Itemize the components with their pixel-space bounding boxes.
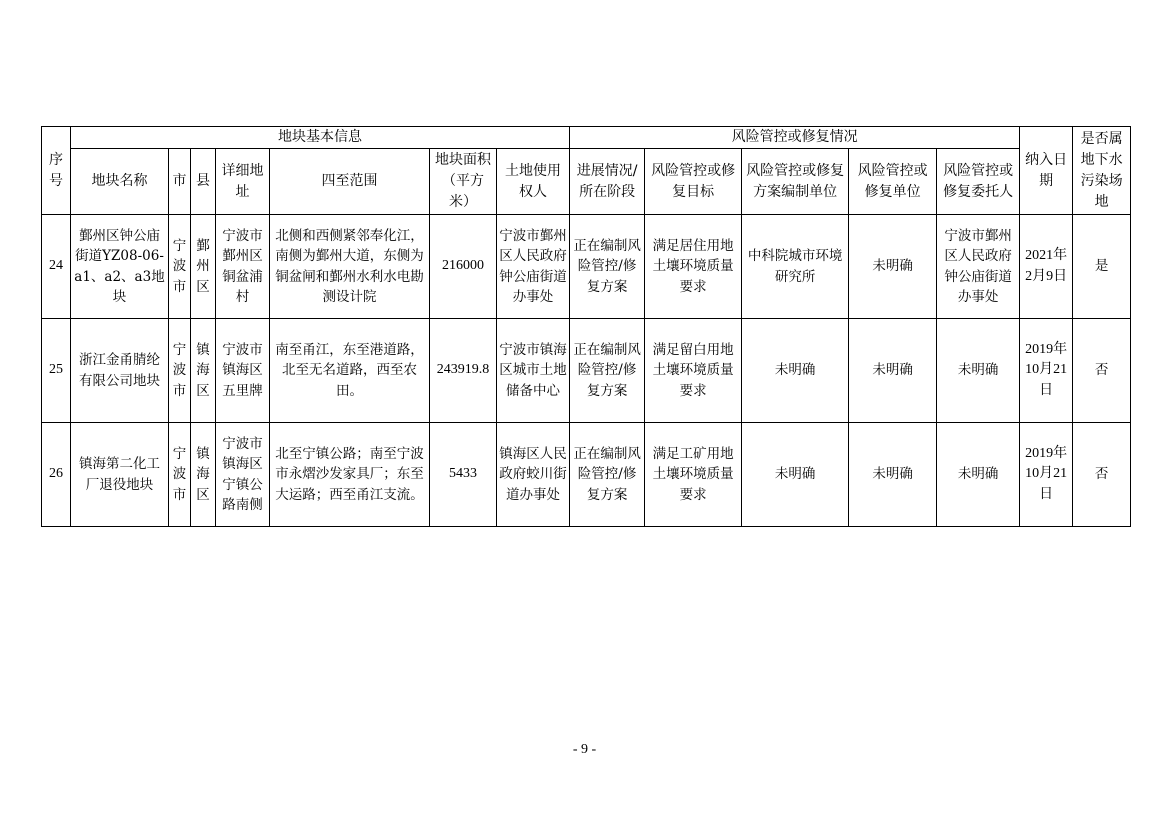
- address-cell: 宁波市镇海区五里牌: [216, 319, 270, 423]
- site-name: 鄞州区钟公庙街道YZ08-06-a1、a2、a3地块: [71, 215, 169, 319]
- date-cell: 2019年10月21日: [1020, 423, 1073, 527]
- plan-unit-cell: 未明确: [742, 423, 849, 527]
- table-row: [42, 215, 1131, 319]
- owner-cell: 宁波市鄞州区人民政府钟公庙街道办事处: [497, 215, 570, 319]
- groundwater-cell: 否: [1073, 423, 1131, 527]
- groundwater-cell: 否: [1073, 319, 1131, 423]
- target-cell: 满足工矿用地土壤环境质量要求: [645, 423, 742, 527]
- county-cell: 鄞州区: [191, 215, 216, 319]
- site-name: 浙江金甬腈纶有限公司地块: [71, 319, 169, 423]
- header-date: 纳入日期: [1020, 127, 1073, 215]
- table-row: [42, 319, 1131, 423]
- county-cell: 镇海区: [191, 423, 216, 527]
- address-cell: 宁波市鄞州区铜盆浦村: [216, 215, 270, 319]
- header-basic-info: 地块基本信息: [71, 127, 570, 149]
- city-cell: 宁波市: [169, 215, 191, 319]
- header-county: 县: [191, 149, 216, 215]
- header-plan-unit: 风险管控或修复方案编制单位: [742, 149, 849, 215]
- contaminated-site-table: [41, 126, 1131, 527]
- header-risk-control: 风险管控或修复情况: [570, 127, 1020, 149]
- repair-unit-cell: 未明确: [849, 215, 937, 319]
- address-cell: 宁波市镇海区宁镇公路南侧: [216, 423, 270, 527]
- table-row: [42, 423, 1131, 527]
- plan-unit-cell: 未明确: [742, 319, 849, 423]
- boundary-cell: 北至宁镇公路；南至宁波市永熠沙发家具厂；东至大运路；西至甬江支流。: [270, 423, 430, 527]
- page-number: - 9 -: [572, 742, 597, 757]
- header-address: 详细地址: [216, 149, 270, 215]
- site-name: 镇海第二化工厂退役地块: [71, 423, 169, 527]
- plan-unit-cell: 中科院城市环境研究所: [742, 215, 849, 319]
- area-cell: 5433: [430, 423, 497, 527]
- boundary-cell: 南至甬江，东至港道路，北至无名道路，西至农田。: [270, 319, 430, 423]
- row-index: 25: [42, 319, 71, 423]
- repair-unit-cell: 未明确: [849, 319, 937, 423]
- area-cell: 216000: [430, 215, 497, 319]
- header-boundary: 四至范围: [270, 149, 430, 215]
- header-site-name: 地块名称: [71, 149, 169, 215]
- client-cell: 未明确: [937, 319, 1020, 423]
- header-groundwater: 是否属地下水污染场地: [1073, 127, 1131, 215]
- row-index: 26: [42, 423, 71, 527]
- county-cell: 镇海区: [191, 319, 216, 423]
- target-cell: 满足居住用地土壤环境质量要求: [645, 215, 742, 319]
- date-cell: 2019年10月21日: [1020, 319, 1073, 423]
- progress-cell: 正在编制风险管控/修复方案: [570, 423, 645, 527]
- city-cell: 宁波市: [169, 423, 191, 527]
- header-city: 市: [169, 149, 191, 215]
- date-cell: 2021年2月9日: [1020, 215, 1073, 319]
- progress-cell: 正在编制风险管控/修复方案: [570, 319, 645, 423]
- progress-cell: 正在编制风险管控/修复方案: [570, 215, 645, 319]
- owner-cell: 宁波市镇海区城市土地储备中心: [497, 319, 570, 423]
- header-index: 序号: [42, 127, 71, 215]
- header-target: 风险管控或修复目标: [645, 149, 742, 215]
- area-cell: 243919.8: [430, 319, 497, 423]
- row-index: 24: [42, 215, 71, 319]
- boundary-cell: 北侧和西侧紧邻奉化江，南侧为鄞州大道，东侧为铜盆闸和鄞州水利水电勘测设计院: [270, 215, 430, 319]
- header-area: 地块面积（平方米）: [430, 149, 497, 215]
- groundwater-cell: 是: [1073, 215, 1131, 319]
- repair-unit-cell: 未明确: [849, 423, 937, 527]
- client-cell: 未明确: [937, 423, 1020, 527]
- target-cell: 满足留白用地土壤环境质量要求: [645, 319, 742, 423]
- client-cell: 宁波市鄞州区人民政府钟公庙街道办事处: [937, 215, 1020, 319]
- owner-cell: 镇海区人民政府蛟川街道办事处: [497, 423, 570, 527]
- header-repair-unit: 风险管控或修复单位: [849, 149, 937, 215]
- header-progress: 进展情况/所在阶段: [570, 149, 645, 215]
- city-cell: 宁波市: [169, 319, 191, 423]
- header-owner: 土地使用权人: [497, 149, 570, 215]
- header-client: 风险管控或修复委托人: [937, 149, 1020, 215]
